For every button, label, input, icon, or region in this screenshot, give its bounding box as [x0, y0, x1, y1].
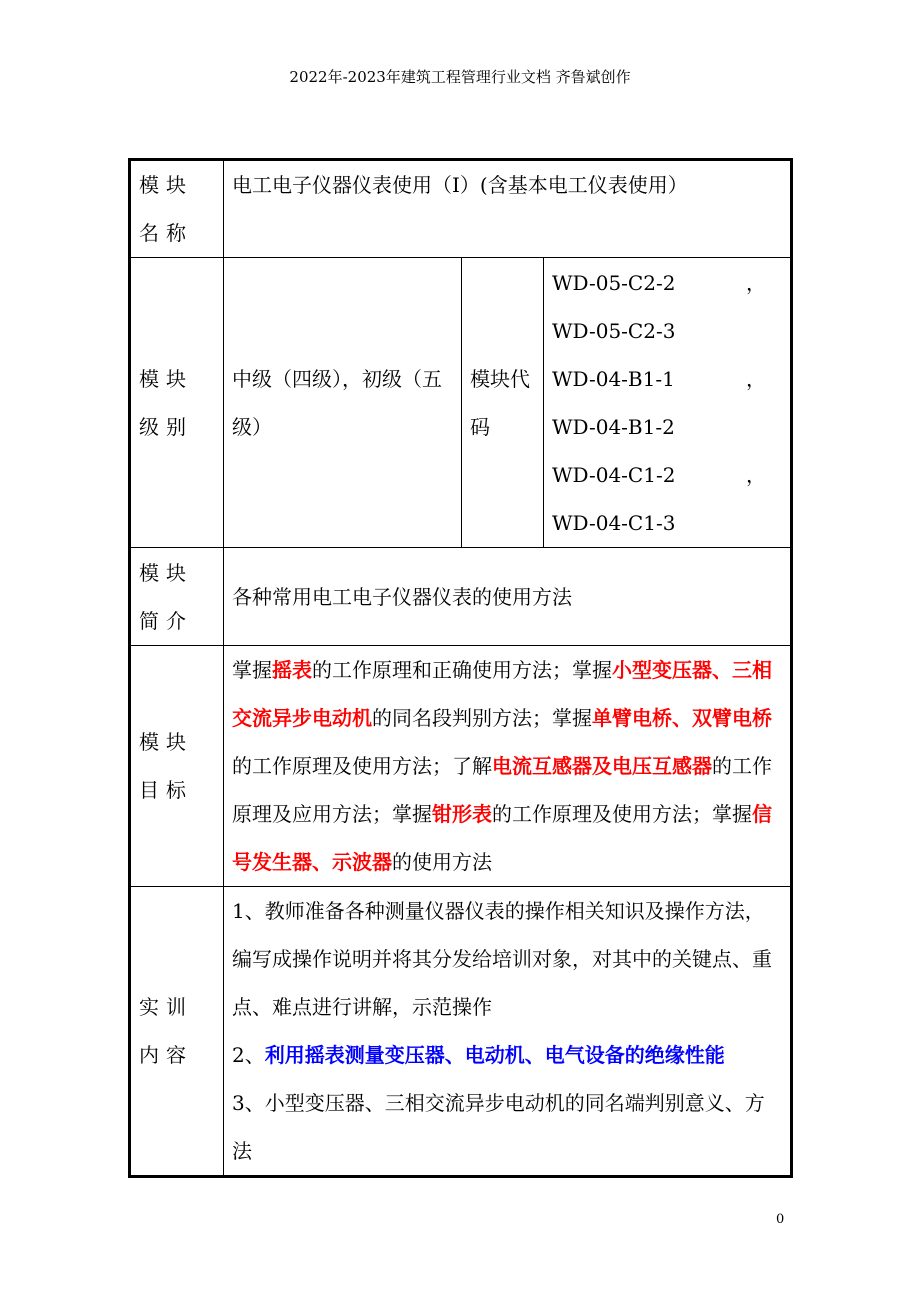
- goal-text: 的使用方法: [392, 850, 492, 874]
- training-item-2: [232, 1031, 782, 1079]
- training-item-3: 3、小型变压器、三相交流异步电动机的同名端判别意义、方法: [232, 1091, 765, 1163]
- row-training: [130, 887, 792, 1177]
- training-item-2-prefix: 2、: [232, 1043, 265, 1067]
- label-training: 实训内容: [130, 887, 224, 1177]
- code-item: WD-04-B1-1: [552, 366, 675, 391]
- goal-highlight: 信号发生器、示波器: [232, 802, 772, 874]
- code-line: [552, 403, 766, 451]
- code-comma: ，: [746, 366, 766, 391]
- value-module-goal: [224, 646, 792, 887]
- value-training: [224, 887, 792, 1177]
- label-module-code: 模块代码: [462, 258, 544, 548]
- code-item: WD-04-C1-3: [552, 510, 676, 535]
- goal-highlight: 小型变压器、三相交流异步电动机: [232, 658, 772, 730]
- module-table: [128, 158, 793, 1178]
- goal-highlight: 钳形表: [432, 802, 492, 826]
- row-module-intro: [130, 548, 792, 646]
- code-item: WD-05-C2-3: [552, 318, 676, 343]
- code-line: [552, 499, 766, 547]
- code-item: WD-04-C1-2: [552, 462, 676, 487]
- goal-text: 的同名段判别方法；掌握: [372, 706, 592, 730]
- code-comma: ，: [746, 270, 766, 295]
- row-module-name: [130, 160, 792, 258]
- label-module-intro: 模块简介: [130, 548, 224, 646]
- goal-text: 的工作原理和正确使用方法；掌握: [312, 658, 612, 682]
- code-item: WD-05-C2-2: [552, 270, 676, 295]
- code-comma: ，: [746, 462, 766, 487]
- value-module-codes: [544, 258, 792, 548]
- label-module-goal: 模块目标: [130, 646, 224, 887]
- value-module-name: 电工电子仪器仪表使用（I）(含基本电工仪表使用）: [224, 160, 792, 258]
- label-module-name: 模块名称: [130, 160, 224, 258]
- value-module-intro: 各种常用电工电子仪器仪表的使用方法: [224, 548, 792, 646]
- goal-highlight: 电流互感器及电压互感器: [492, 754, 712, 778]
- page-number: 0: [776, 1212, 785, 1227]
- goal-text: 掌握: [232, 658, 272, 682]
- goal-text: 的工作原理及应用方法；掌握: [232, 754, 772, 826]
- value-module-level: 中级（四级），初级（五级）: [224, 258, 462, 548]
- label-module-level: 模块级别: [130, 258, 224, 548]
- page-header: 2022年-2023年建筑工程管理行业文档 齐鲁斌创作: [289, 68, 631, 86]
- goal-text: 的工作原理及使用方法；掌握: [492, 802, 752, 826]
- goal-highlight: 单臂电桥、双臂电桥: [592, 706, 772, 730]
- training-item-1: 1、教师准备各种测量仪器仪表的操作相关知识及操作方法，编写成操作说明并将其分发给培训对象，对其中的关键点、重点、难点进行讲解，示范操作: [232, 899, 772, 1019]
- row-module-goal: [130, 646, 792, 887]
- code-line: [552, 259, 766, 307]
- training-item-2-text: 利用摇表测量变压器、电动机、电气设备的绝缘性能: [264, 1043, 725, 1067]
- code-line: [552, 451, 766, 499]
- code-line: [552, 307, 766, 355]
- goal-highlight: 摇表: [272, 658, 312, 682]
- code-line: [552, 355, 766, 403]
- goal-text: 的工作原理及使用方法；了解: [232, 754, 492, 778]
- code-item: WD-04-B1-2: [552, 414, 675, 439]
- row-module-level: [130, 258, 792, 548]
